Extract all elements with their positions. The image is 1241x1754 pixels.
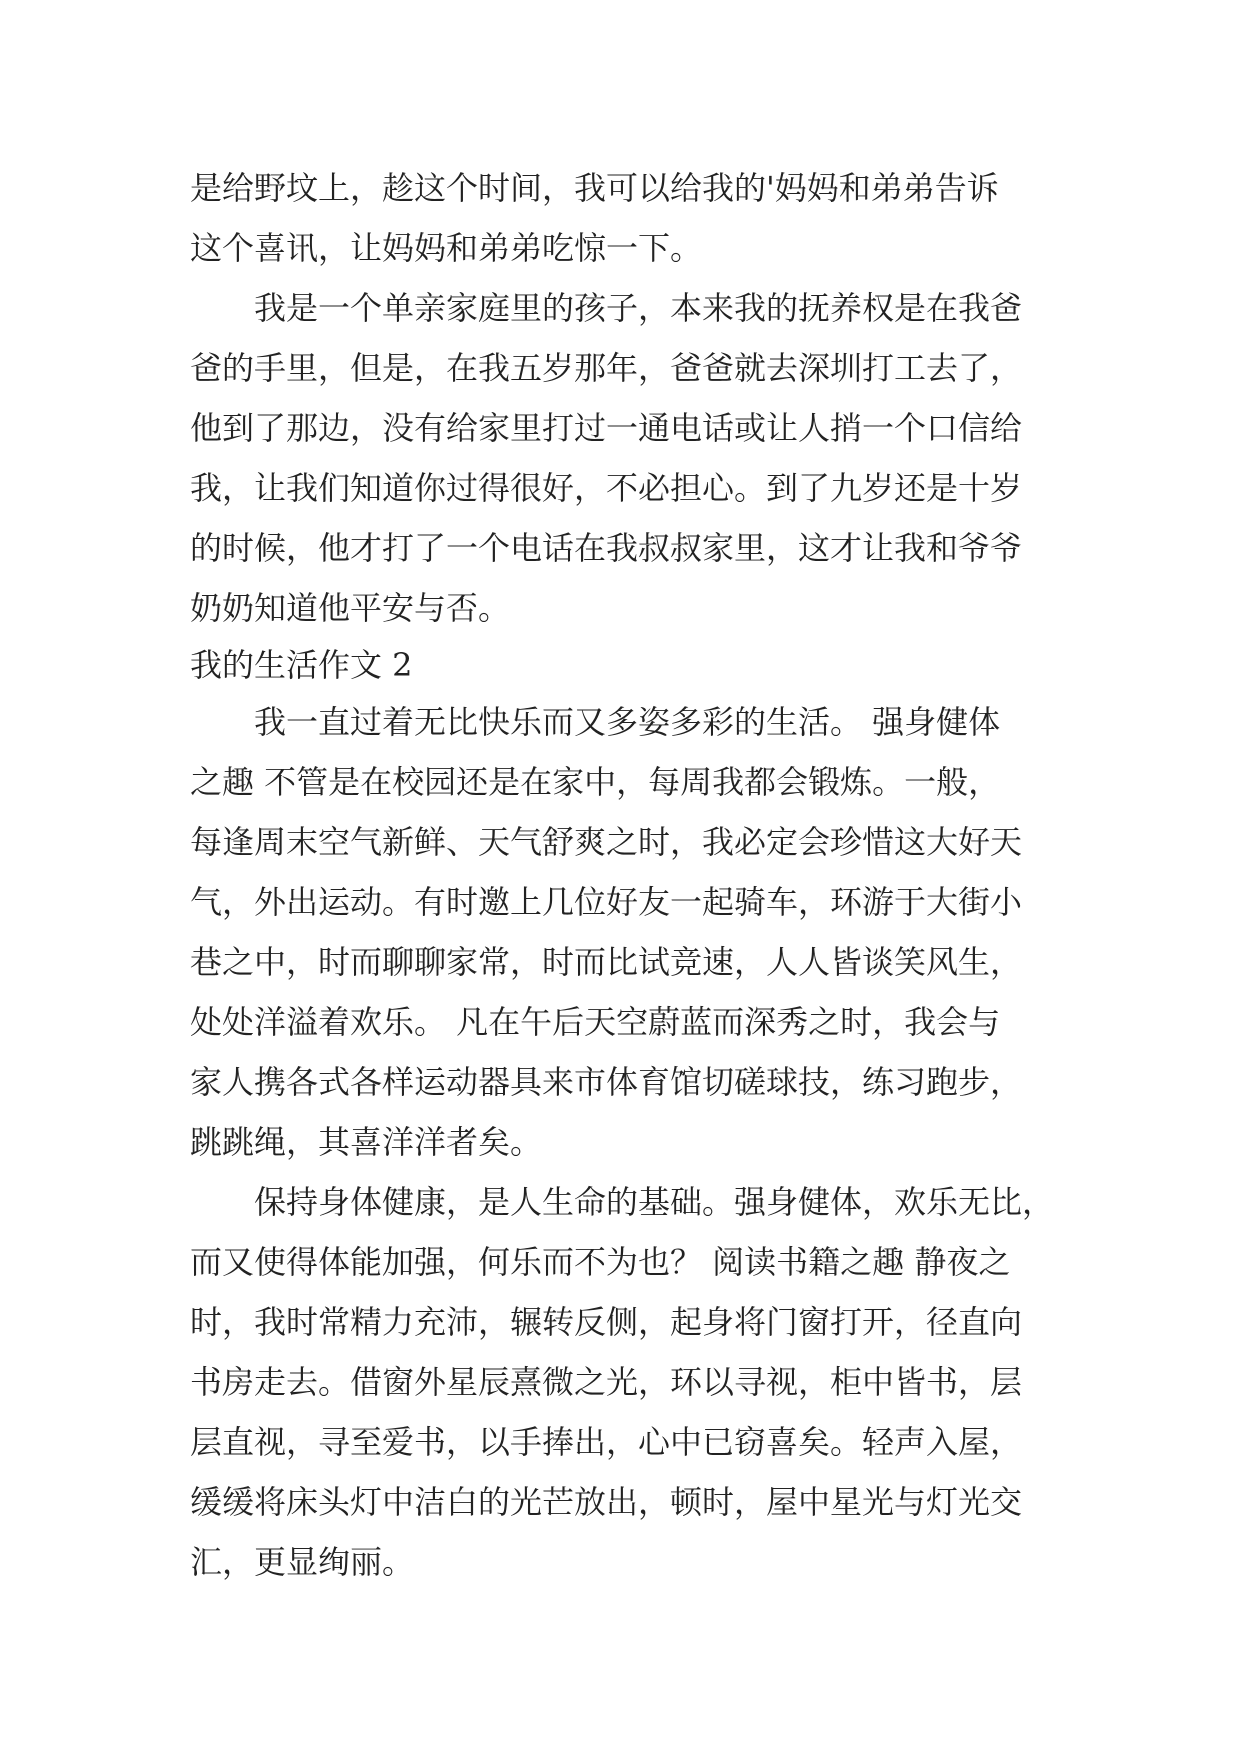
paragraph-line: 跳跳绳，其喜洋洋者矣。 [190,1123,543,1161]
paragraph-line: 这个喜讯，让妈妈和弟弟吃惊一下。 [190,229,703,267]
document-body [190,158,1070,1592]
paragraph-line: 奶奶知道他平安与否。 [190,589,511,627]
paragraph-line: 巷之中，时而聊聊家常，时而比试竞速，人人皆谈笑风生， [190,943,1023,981]
paragraph-line: 我，让我们知道你过得很好，不必担心。到了九岁还是十岁 [190,469,1023,507]
section-heading: 我的生活作文 2 [190,646,413,684]
paragraph-line: 汇，更显绚丽。 [190,1543,415,1581]
paragraph-line: 缓缓将床头灯中洁白的光芒放出，顿时，屋中星光与灯光交 [190,1483,1023,1521]
paragraph-line: 保持身体健康，是人生命的基础。强身健体，欢乐无比， [254,1183,1055,1221]
paragraph-line: 时，我时常精力充沛，辗转反侧，起身将门窗打开，径直向 [190,1303,1023,1341]
paragraph-line: 的时候，他才打了一个电话在我叔叔家里，这才让我和爷爷 [190,529,1023,567]
paragraph-line: 是给野坟上，趁这个时间，我可以给我的'妈妈和弟弟告诉 [190,169,999,207]
paragraph-line: 层直视，寻至爱书，以手捧出，心中已窃喜矣。轻声入屋， [190,1423,1023,1461]
paragraph-line: 而又使得体能加强，何乐而不为也？ 阅读书籍之趣 静夜之 [190,1243,1011,1281]
paragraph-line: 之趣 不管是在校园还是在家中，每周我都会锻炼。一般， [190,763,1001,801]
paragraph-line: 爸的手里，但是，在我五岁那年，爸爸就去深圳打工去了， [190,349,1023,387]
paragraph-line: 家人携各式各样运动器具来市体育馆切磋球技，练习跑步， [190,1063,1023,1101]
paragraph-line: 每逢周末空气新鲜、天气舒爽之时，我必定会珍惜这大好天 [190,823,1023,861]
paragraph-line: 气，外出运动。有时邀上几位好友一起骑车，环游于大街小 [190,883,1023,921]
paragraph-line: 处处洋溢着欢乐。 凡在午后天空蔚蓝而深秀之时，我会与 [190,1003,1001,1041]
paragraph-line: 书房走去。借窗外星辰熹微之光，环以寻视，柜中皆书，层 [190,1363,1023,1401]
paragraph-line: 我是一个单亲家庭里的孩子，本来我的抚养权是在我爸 [254,289,1023,327]
paragraph-line: 他到了那边，没有给家里打过一通电话或让人捎一个口信给 [190,409,1023,447]
paragraph-line: 我一直过着无比快乐而又多姿多彩的生活。 强身健体 [254,703,1001,741]
